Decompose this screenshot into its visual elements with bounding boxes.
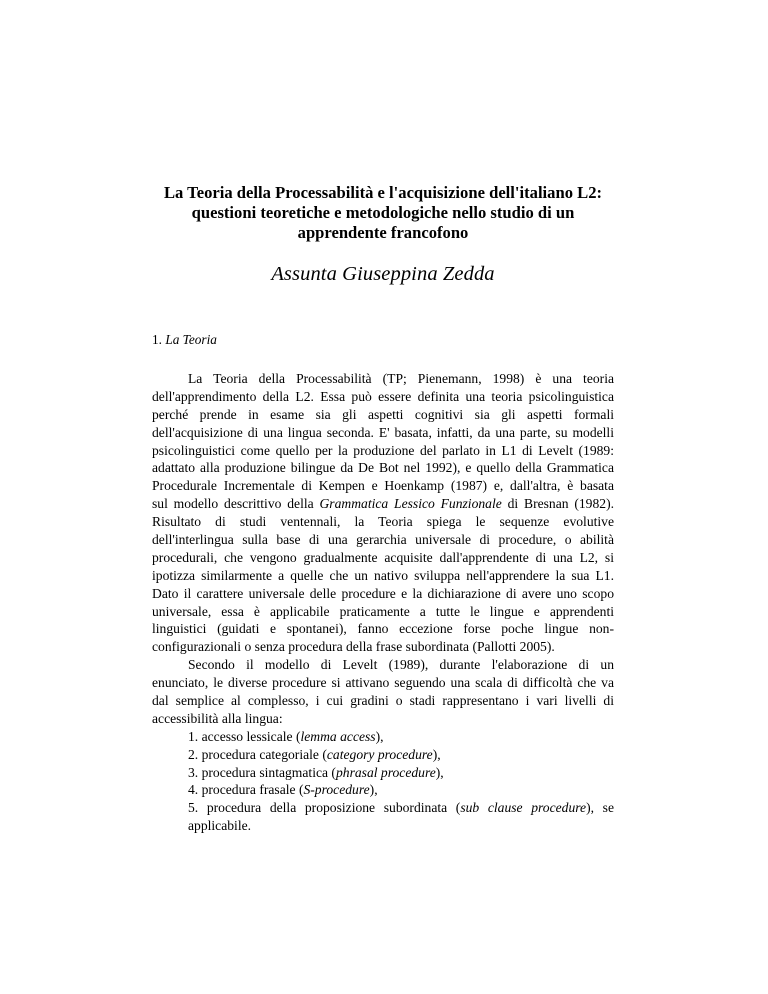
title-line-1: La Teoria della Processabilità e l'acquisizione dell'italiano L2: <box>163 183 603 202</box>
section-number: 1. <box>152 332 162 347</box>
paragraph-line: dell'apprendimento della L2. Essa può essere definita una teoria psicolinguistica <box>152 388 614 404</box>
paragraph-line: Secondo il modello di Levelt (1989), durante l'elaborazione di un <box>188 657 614 673</box>
text-fragment: di Bresnan (1982). <box>507 496 614 512</box>
list-item-continuation: applicabile. <box>188 818 252 834</box>
paragraph-line: adattato alla produzione bilingue da De Bot nel 1992), e quello della Grammatica <box>152 460 614 476</box>
list-item <box>152 728 614 746</box>
list-item <box>152 781 614 799</box>
section-title: La Teoria <box>165 332 217 347</box>
paragraph-line: enunciato, le diverse procedure si attivano seguendo una scala di difficoltà che va <box>152 675 614 691</box>
list-item-term: lemma access <box>300 728 376 744</box>
paragraph-line <box>152 495 614 513</box>
list-item <box>152 764 614 782</box>
paragraph-line: Risultato di studi ventennali, la Teoria spiega le sequenze evolutive <box>152 514 614 530</box>
list-item-text: ), <box>375 728 384 744</box>
list-item-text: ), <box>432 746 441 762</box>
list-item-term: phrasal procedure <box>335 764 436 780</box>
title-line-3: apprendente francofono <box>297 223 469 242</box>
body-text <box>152 370 614 835</box>
paragraph-line: accessibilità alla lingua: <box>152 710 283 726</box>
italic-term: Grammatica Lessico Funzionale <box>319 496 502 512</box>
list-item-text: 3. procedura sintagmatica ( <box>188 764 336 780</box>
paragraph-line: dell'interlingua sulla base di una gerarchia universale di procedure, o abilità <box>152 532 614 548</box>
list-item-text: ), <box>369 782 378 798</box>
author-name: Assunta Giuseppina Zedda <box>271 263 495 285</box>
list-item-term: sub clause procedure <box>460 800 587 816</box>
list-item <box>152 799 614 817</box>
list-item-text: 4. procedura frasale ( <box>188 782 304 798</box>
list-item-text: 1. accesso lessicale ( <box>188 728 301 744</box>
paragraph-line: Dato il carattere universale delle procedure e la dichiarazione di avere uno scopo <box>152 585 614 601</box>
list-item-text: ), <box>435 764 444 780</box>
paragraph-line: configurazionali o senza procedura della frase subordinata (Pallotti 2005). <box>152 639 555 655</box>
paragraph-line: La Teoria della Processabilità (TP; Pienemann, 1998) è una teoria <box>188 371 614 386</box>
title-line-2: questioni teoretiche e metodologiche nello studio di un <box>191 203 575 222</box>
list-item-term: S-procedure <box>303 782 370 798</box>
list-item-term: category procedure <box>326 746 433 762</box>
text-fragment: sul modello descrittivo della <box>152 496 314 512</box>
paragraph-line: dell'acquisizione di una lingua seconda. E' basata, infatti, da una parte, su modelli <box>152 424 614 440</box>
section-heading <box>152 332 217 348</box>
paragraph-line: Procedurale Incrementale di Kempen e Hoenkamp (1987) e, dall'altra, è basata <box>152 478 614 494</box>
paragraph-line: procedurali, che vengono gradualmente acquisite dall'apprendente di una L2, si <box>152 549 614 565</box>
paragraph-line: ipotizza similarmente a quelle che un nativo sviluppa nell'apprendere la sua L1. <box>152 567 614 583</box>
paper-title <box>142 183 624 243</box>
paragraph-line: universale, essa è applicabile praticamente a tutte le lingue e apprendenti <box>152 603 614 619</box>
list-item-text: 5. procedura della proposizione subordinata ( <box>188 800 461 816</box>
list-item-text: 2. procedura categoriale ( <box>188 746 327 762</box>
paragraph-line: psicolinguistici come quello per la produzione del parlato in L1 di Levelt (1989: <box>152 442 614 458</box>
paragraph-line: dal semplice al complesso, i cui gradini o stadi rappresentano i vari livelli di <box>152 693 614 709</box>
list-item-text: ), se <box>586 800 614 816</box>
paragraph-line: linguistici (guidati e spontanei), fanno eccezione forse poche lingue non- <box>152 621 614 637</box>
paragraph-line: perché prende in esame sia gli aspetti cognitivi sia gli aspetti formali <box>152 406 614 422</box>
list-item <box>152 746 614 764</box>
